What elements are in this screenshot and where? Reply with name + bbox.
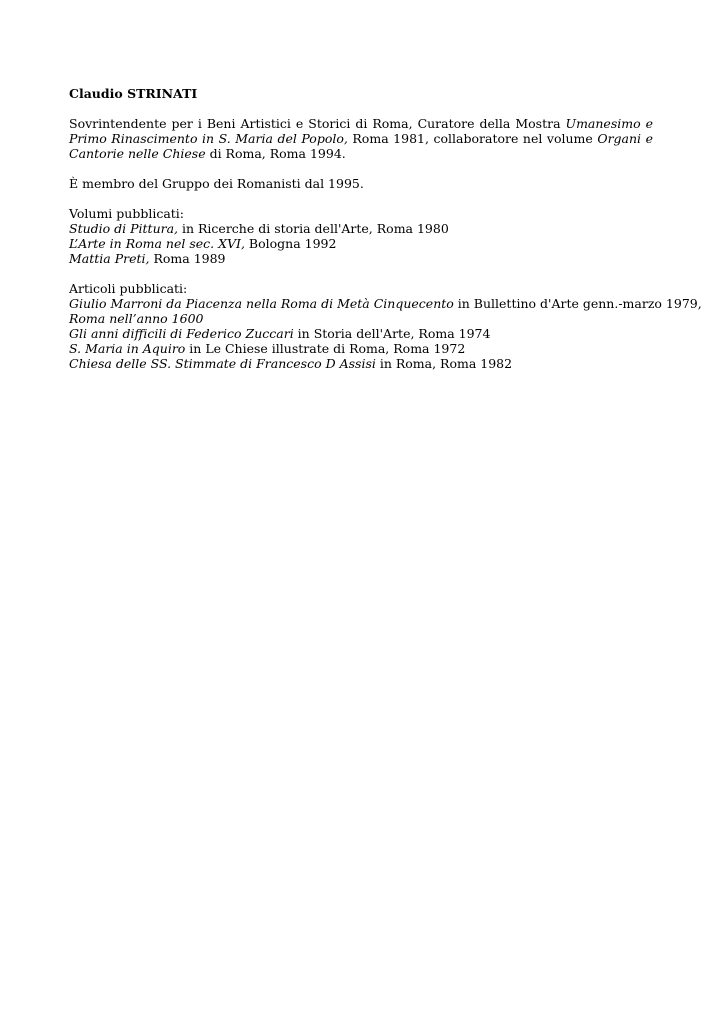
articles-heading: Articoli pubblicati: — [69, 281, 188, 296]
item-title: Gli anni difficili di Federico Zuccari — [69, 326, 294, 341]
item-title: Chiesa delle SS. Stimmate di Francesco D Assisi — [69, 356, 376, 371]
item-details: Roma 1989 — [149, 251, 226, 266]
list-item — [69, 341, 653, 356]
volumes-heading: Volumi pubblicati: — [69, 206, 185, 221]
document-content — [69, 86, 702, 386]
list-item — [69, 296, 702, 311]
item-title: L’Arte in Roma nel sec. XVI, — [69, 236, 245, 251]
list-item — [69, 251, 653, 266]
item-details: Bologna 1992 — [244, 236, 337, 251]
list-item — [69, 221, 653, 236]
item-details: in Le Chiese illustrate di Roma, Roma 1972 — [185, 341, 466, 356]
item-title: Studio di Pittura, — [69, 221, 179, 236]
item-title: Roma nell’anno 1600 — [69, 311, 204, 326]
item-details: in Storia dell'Arte, Roma 1974 — [293, 326, 491, 341]
list-item — [69, 326, 653, 341]
bio-text-2: Roma 1981, collaboratore nel volume — [347, 131, 598, 146]
bio-text-3: di Roma, Roma 1994. — [205, 146, 346, 161]
list-item — [69, 311, 653, 326]
membership-paragraph: È membro del Gruppo dei Romanisti dal 1995. — [69, 176, 364, 191]
bio-text-1: Sovrintendente per i Beni Artistici e Storici di Roma, Curatore della Mostra — [69, 116, 566, 131]
bio-paragraph — [69, 116, 653, 161]
item-details: in Ricerche di storia dell'Arte, Roma 1980 — [178, 221, 449, 236]
exhibition-title: Umanesimo e Primo Rinascimento in S. Maria del Popolo, — [69, 116, 653, 146]
volumes-section — [69, 206, 653, 266]
item-title: Giulio Marroni da Piacenza nella Roma di Metà Cinquecento — [69, 296, 454, 311]
list-item — [69, 236, 653, 251]
list-item — [69, 356, 653, 371]
volume-title: Organi e Cantorie nelle Chiese — [69, 131, 653, 161]
item-details: in Bullettino d'Arte genn.-marzo 1979, — [453, 296, 702, 311]
articles-section — [69, 281, 702, 371]
item-details: in Roma, Roma 1982 — [375, 356, 513, 371]
item-title: S. Maria in Aquiro — [69, 341, 186, 356]
author-name: Claudio STRINATI — [69, 86, 198, 101]
item-title: Mattia Preti, — [69, 251, 150, 266]
